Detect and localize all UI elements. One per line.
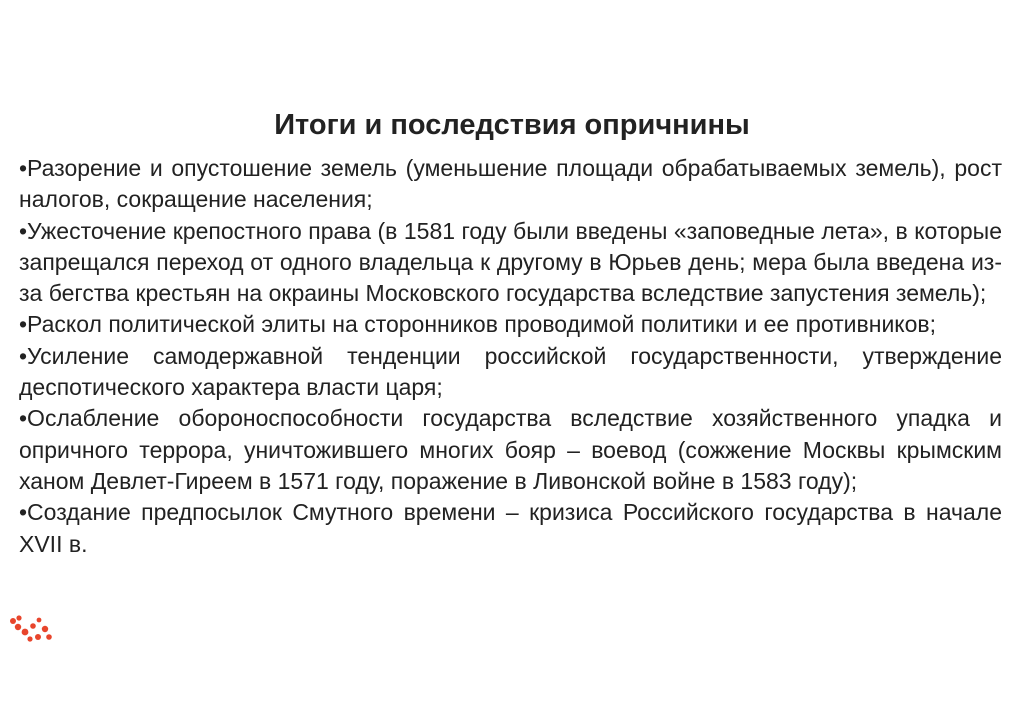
list-item: •Разорение и опустошение земель (уменьшение площади обрабатываемых земель), рост налогов, сокращение населения;: [19, 155, 1002, 213]
list-item: •Ужесточение крепостного права (в 1581 году были введены «заповедные лета», в которые запрещался переход от одного владельца к другому в Юрьев день; мера была введена из-за бегства крестьян на окраины Московского государства вследствие запустения земель);: [19, 217, 1002, 307]
slide-body: [19, 153, 1002, 560]
list-item: •Создание предпосылок Смутного времени – кризиса Российского государства в начале XVII в.: [19, 499, 1002, 557]
slide-title: Итоги и последствия опричнины: [274, 109, 750, 141]
list-item: •Ослабление обороноспособности государства вследствие хозяйственного упадка и опричного террора, уничтожившего многих бояр – воевод (сожжение Москвы крымским ханом Девлет-Гиреем в 1571 году, поражение в Ливонской войне в 1583 году);: [19, 405, 1002, 494]
list-item: •Усиление самодержавной тенденции российской государственности, утверждение деспотического характера власти царя;: [19, 342, 1002, 401]
dots-logo-icon: [9, 615, 55, 643]
logo-dots: [10, 615, 52, 641]
list-item: •Раскол политической элиты на сторонников проводимой политики и ее противников;: [19, 311, 937, 338]
